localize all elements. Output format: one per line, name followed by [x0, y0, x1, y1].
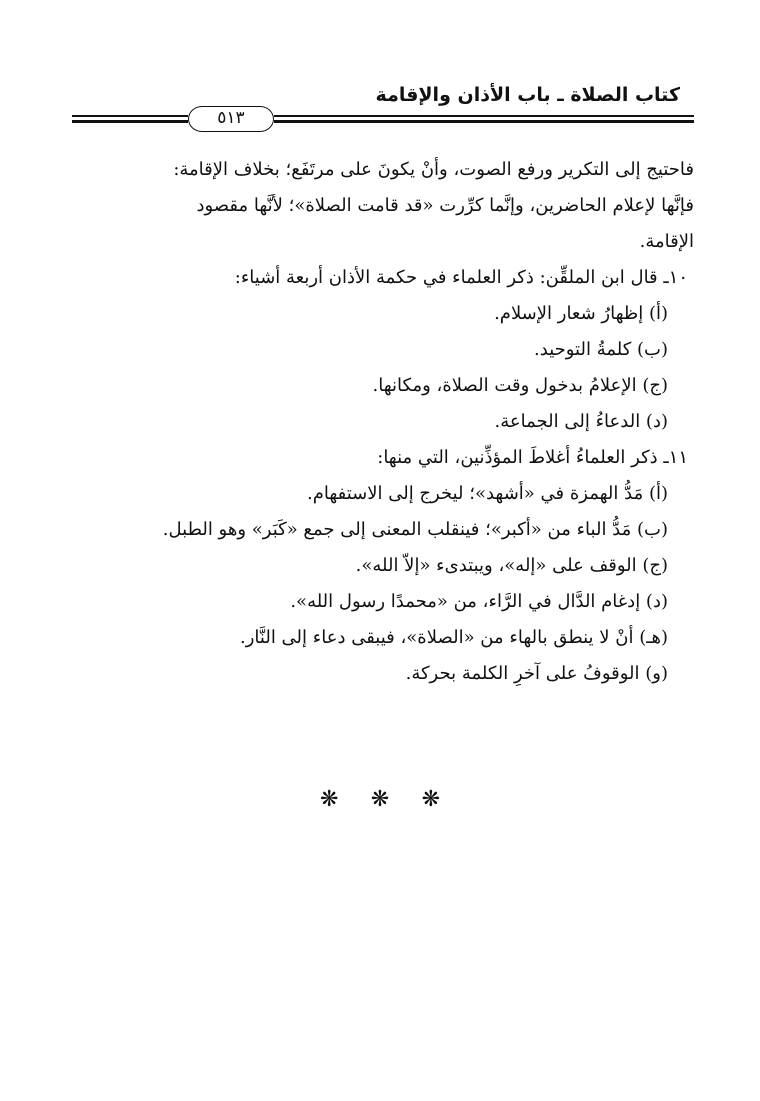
paragraph-line: الإقامة. [639, 231, 694, 252]
list-item: (ج) الوقف على «إله»، ويبتدىء «إلاّ الله». [355, 555, 668, 576]
asterism-icon: ❋ [370, 787, 390, 812]
paragraph-line: فإنَّها لإعلام الحاضرين، وإنَّما كرِّرت «قد قامت الصلاة»؛ لأنَّها مقصود [196, 195, 694, 216]
asterism-icon: ❋ [320, 787, 339, 812]
list-item: (ب) كلمةُ التوحيد. [534, 339, 668, 360]
page-number: ٥١٣ [188, 106, 274, 132]
asterism-icon: ❋ [421, 787, 440, 812]
paragraph-line: فاحتيج إلى التكرير ورفع الصوت، وأنْ يكونَ على مرتَفَع؛ بخلاف الإقامة: [173, 159, 694, 180]
list-item: (أ) مَدُّ الهمزة في «أشهد»؛ ليخرج إلى الاستفهام. [306, 483, 668, 504]
list-item: (د) الدعاءُ إلى الجماعة. [494, 411, 668, 432]
opening-paragraph [64, 152, 694, 260]
list-item: (ب) مَدُّ الباء من «أكبر»؛ فينقلب المعنى إلى جمع «كَبَر» وهو الطبل. [162, 519, 668, 540]
header-rule-left [72, 115, 188, 124]
item-11-heading: ١١ـ ذكر العلماءُ أغلاطَ المؤذِّنين، التي منها: [377, 447, 688, 468]
list-item: (أ) إظهارُ شعار الإسلام. [494, 303, 668, 324]
item-10-heading: ١٠ـ قال ابن الملقِّن: ذكر العلماء في حكمة الأذان أربعة أشياء: [234, 267, 688, 288]
header-rule-right [274, 115, 694, 124]
page-body [64, 152, 694, 692]
list-item: (و) الوقوفُ على آخرِ الكلمة بحركة. [405, 663, 668, 684]
section-separator [320, 787, 440, 812]
list-item: (ج) الإعلامُ بدخول وقت الصلاة، ومكانها. [372, 375, 668, 396]
list-item: (هـ) أنْ لا ينطق بالهاء من «الصلاة»، فيبقى دعاء إلى النَّار. [240, 627, 668, 648]
running-header-title: كتاب الصلاة ـ باب الأذان والإقامة [375, 84, 680, 106]
list-item: (د) إدغام الدَّال في الرَّاء، من «محمدًا رسول الله». [290, 591, 668, 612]
